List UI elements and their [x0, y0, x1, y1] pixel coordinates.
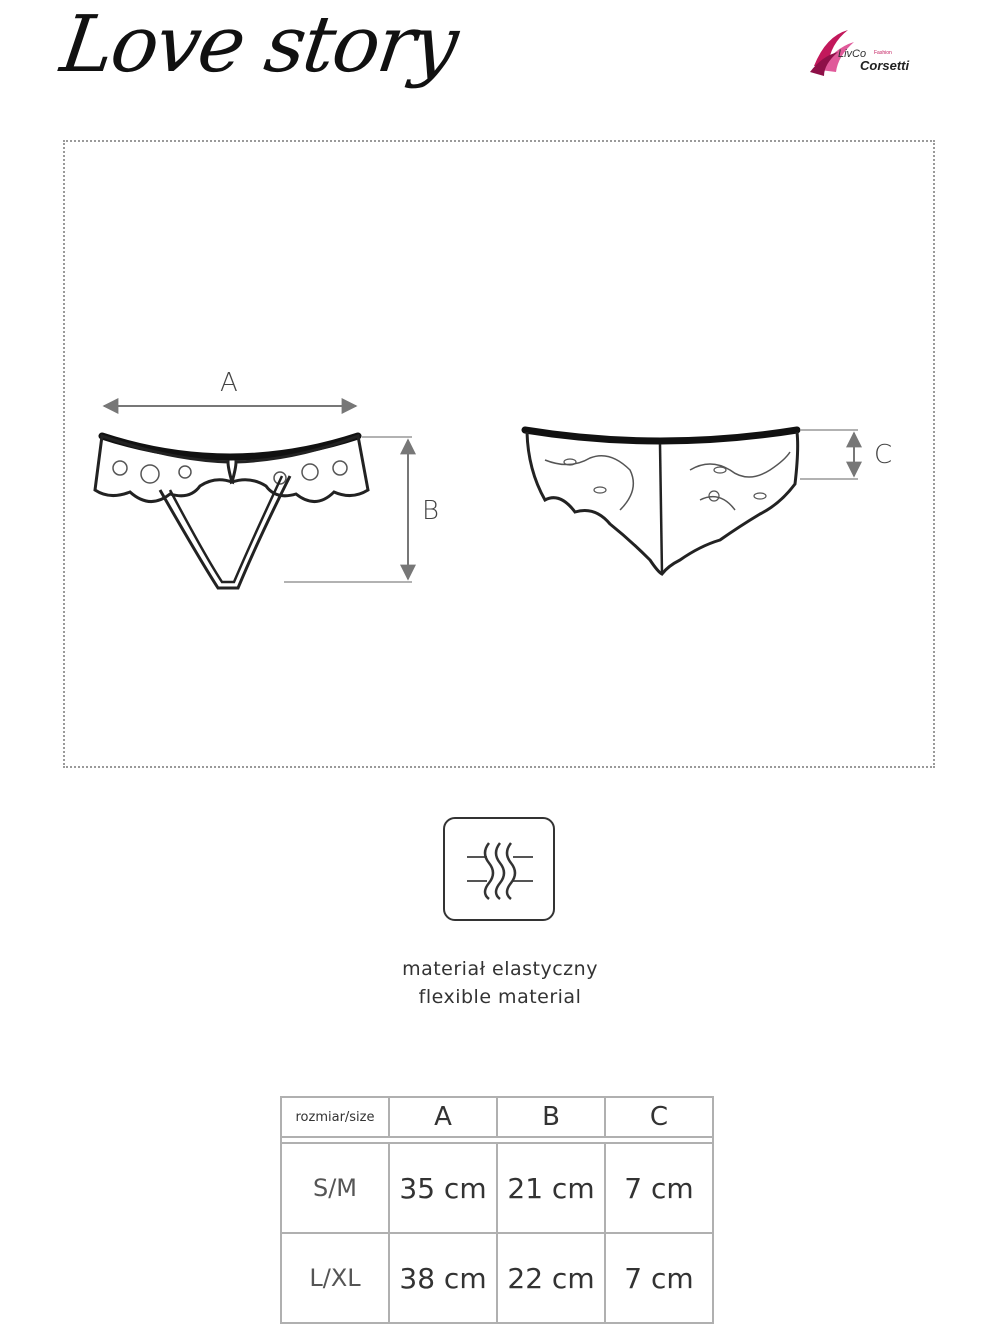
brand-name-corsetti: Corsetti	[860, 58, 910, 73]
wavy-stretch-icon	[443, 817, 555, 921]
table-row	[281, 1143, 713, 1233]
table-row	[281, 1233, 713, 1323]
dimension-b-label: B	[422, 496, 440, 526]
header-size: rozmiar/size	[281, 1097, 389, 1137]
value-a-cell: 38 cm	[389, 1233, 497, 1323]
header-b: B	[497, 1097, 605, 1137]
value-b-cell: 21 cm	[497, 1143, 605, 1233]
size-table-header	[281, 1097, 713, 1137]
feature-label-pl: materiał elastyczny	[402, 958, 598, 980]
header-c: C	[605, 1097, 713, 1137]
product-title: Love story	[55, 0, 462, 90]
value-a-cell: 35 cm	[389, 1143, 497, 1233]
size-cell: S/M	[281, 1143, 389, 1233]
back-garment	[525, 430, 798, 574]
header-a: A	[389, 1097, 497, 1137]
front-garment	[95, 436, 368, 588]
feature-label-en: flexible material	[418, 986, 582, 1008]
value-c-cell: 7 cm	[605, 1143, 713, 1233]
dimension-c-label: C	[874, 440, 893, 470]
size-cell: L/XL	[281, 1233, 389, 1323]
size-table	[280, 1096, 714, 1324]
dimension-a-label: A	[220, 368, 238, 398]
brand-tagline: Fashion	[874, 50, 892, 56]
value-c-cell: 7 cm	[605, 1233, 713, 1323]
value-b-cell: 22 cm	[497, 1233, 605, 1323]
brand-name-livco: LivCo	[838, 48, 867, 60]
